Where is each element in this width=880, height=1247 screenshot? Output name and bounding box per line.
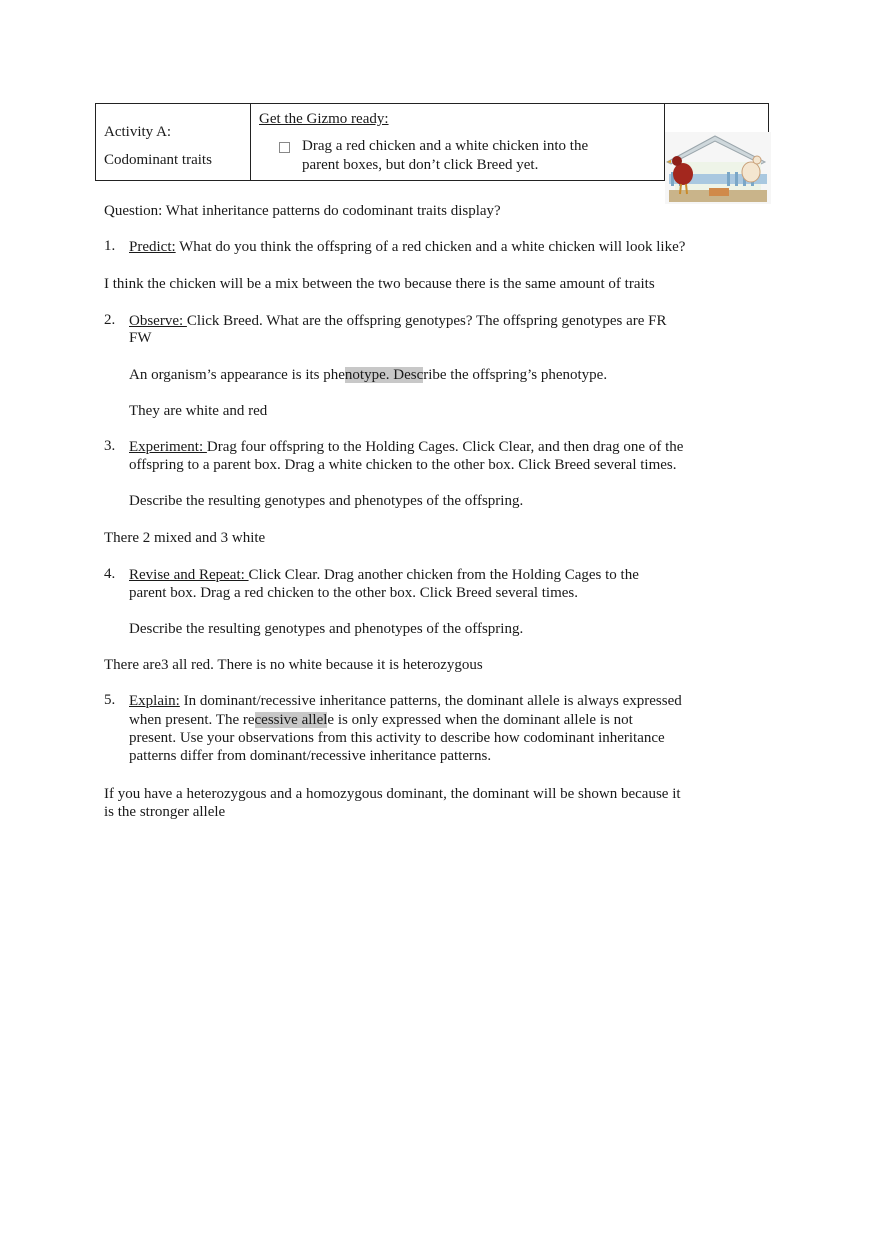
q3-answer: There 2 mixed and 3 white bbox=[104, 530, 266, 546]
activity-topic: Codominant traits bbox=[104, 152, 212, 168]
activity-header-table bbox=[95, 103, 769, 181]
q3-text: Drag four offspring to the Holding Cages. Click Clear, and then drag one of the bbox=[206, 439, 684, 455]
gizmo-step-line1: Drag a red chicken and a white chicken into the bbox=[302, 138, 589, 154]
q1-label: Predict: bbox=[129, 239, 176, 255]
q4-prompt-line1 bbox=[129, 566, 639, 585]
q1-text: What do you think the offspring of a red chicken and a white chicken will look like? bbox=[175, 239, 686, 255]
q2-text: Click Breed. What are the offspring genotypes? The offspring genotypes are FR bbox=[186, 313, 667, 329]
gizmo-step bbox=[259, 137, 664, 175]
q4-label: Revise and Repeat: bbox=[129, 567, 249, 583]
q3-number: 3. bbox=[104, 438, 116, 454]
q2-prompt-line2: FW bbox=[129, 330, 152, 346]
q5-answer-line1: If you have a heterozygous and a homozygous dominant, the dominant will be shown because it bbox=[104, 786, 681, 802]
q5-prompt-line1 bbox=[129, 692, 682, 711]
q3-prompt-line1 bbox=[129, 438, 683, 457]
q3-prompt-line2: offspring to a parent box. Drag a white chicken to the other box. Click Breed several times. bbox=[129, 457, 677, 473]
gizmo-step-line2: parent boxes, but don’t click Breed yet. bbox=[302, 157, 539, 173]
q2-pheno-post: ribe the offspring’s phenotype. bbox=[423, 367, 608, 383]
q2-prompt-line1 bbox=[129, 312, 667, 331]
q2-answer: They are white and red bbox=[129, 403, 268, 419]
activity-label: Activity A: bbox=[104, 124, 172, 140]
q4-prompt-line2: parent box. Drag a red chicken to the other box. Click Breed several times. bbox=[129, 585, 579, 601]
q5-prompt-line4: patterns differ from dominant/recessive inheritance patterns. bbox=[129, 748, 492, 764]
q2-pheno-highlight: notype. Desc bbox=[344, 367, 424, 383]
activity-label-cell bbox=[96, 104, 251, 180]
q4-number: 4. bbox=[104, 566, 116, 582]
q1-prompt bbox=[129, 238, 685, 257]
q5-line2-post: e is only expressed when the dominant allele is not bbox=[327, 712, 633, 728]
q5-number: 5. bbox=[104, 692, 116, 708]
q2-pheno-pre: An organism’s appearance is its phe bbox=[129, 367, 345, 383]
q4-text: Click Clear. Drag another chicken from the Holding Cages to the bbox=[248, 567, 639, 583]
q5-prompt-line3: present. Use your observations from this activity to describe how codominant inheritance bbox=[129, 730, 665, 746]
q2-label: Observe: bbox=[129, 313, 187, 329]
q5-label: Explain: bbox=[129, 693, 180, 709]
q1-number: 1. bbox=[104, 238, 116, 254]
q2-number: 2. bbox=[104, 312, 116, 328]
q5-text: In dominant/recessive inheritance patterns, the dominant allele is always expressed bbox=[179, 693, 682, 709]
q4-answer: There are3 all red. There is no white because it is heterozygous bbox=[104, 657, 483, 673]
q5-prompt-line2 bbox=[129, 711, 633, 730]
gizmo-ready-heading: Get the Gizmo ready: bbox=[259, 111, 389, 127]
chicken-coop-illustration-icon bbox=[665, 132, 771, 204]
q5-line2-highlight: cessive allel bbox=[254, 712, 328, 728]
q5-line2-pre: when present. The re bbox=[129, 712, 255, 728]
gizmo-instructions-cell bbox=[251, 104, 665, 180]
checkbox-icon bbox=[279, 142, 290, 153]
q5-answer-line2: is the stronger allele bbox=[104, 804, 226, 820]
q3-describe: Describe the resulting genotypes and phenotypes of the offspring. bbox=[129, 493, 524, 509]
q3-label: Experiment: bbox=[129, 439, 207, 455]
q1-answer: I think the chicken will be a mix between the two because there is the same amount of traits bbox=[104, 276, 655, 292]
gizmo-image-cell bbox=[665, 104, 768, 180]
question-text: Question: What inheritance patterns do codominant traits display? bbox=[104, 203, 501, 219]
q2-phenotype-prompt bbox=[129, 366, 607, 385]
q4-describe: Describe the resulting genotypes and phenotypes of the offspring. bbox=[129, 621, 524, 637]
